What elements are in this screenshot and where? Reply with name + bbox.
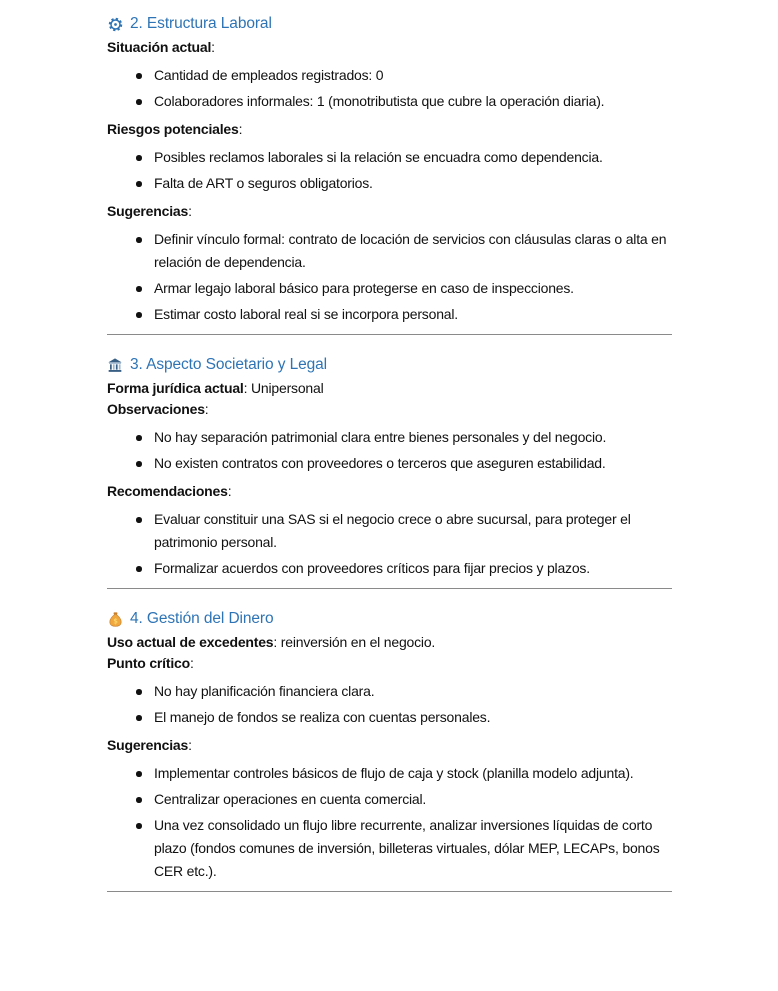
bullet-list — [107, 508, 678, 580]
svg-text:$: $ — [112, 617, 118, 626]
label-rest: : Unipersonal — [243, 380, 324, 396]
label-bold: Sugerencias — [107, 203, 189, 219]
bullet-item: No hay planificación financiera clara. — [154, 680, 678, 703]
label-bold: Situación actual — [107, 39, 212, 55]
section-title-text: 4. Gestión del Dinero — [130, 610, 274, 627]
label-rest: : — [227, 483, 232, 499]
bullet-item: No hay separación patrimonial clara entre bienes personales y del negocio. — [154, 426, 678, 449]
section-heading — [107, 14, 678, 34]
bullet-item: Una vez consolidado un flujo libre recurrente, analizar inversiones líquidas de corto plazo (fondos comunes de inversión, billeteras virtuales, dólar MEP, LECAPs, bonos CER etc.). — [154, 814, 678, 883]
bullet-list — [107, 64, 678, 113]
label-rest: : — [189, 655, 194, 671]
label-sugerencias — [107, 201, 678, 222]
label-rest: : — [188, 203, 192, 219]
section-aspecto-societario-legal — [107, 355, 678, 580]
label-bold: Observaciones — [107, 401, 205, 417]
bullet-item: Colaboradores informales: 1 (monotributista que cubre la operación diaria). — [154, 90, 678, 113]
bullet-item: Armar legajo laboral básico para protegerse en caso de inspecciones. — [154, 277, 678, 300]
label-rest: : — [188, 737, 192, 753]
label-rest: : — [204, 401, 209, 417]
gear-icon — [107, 16, 123, 32]
label-riesgos-potenciales — [107, 119, 678, 140]
label-bold: Riesgos potenciales — [107, 121, 239, 137]
bullet-item: El manejo de fondos se realiza con cuentas personales. — [154, 706, 678, 729]
bullet-item: Falta de ART o seguros obligatorios. — [154, 172, 678, 195]
label-bold: Punto crítico — [107, 655, 190, 671]
section-heading — [107, 355, 678, 375]
label-bold: Recomendaciones — [107, 483, 228, 499]
label-forma-juridica — [107, 378, 678, 399]
bullet-item: Posibles reclamos laborales si la relación se encuadra como dependencia. — [154, 146, 678, 169]
bullet-item: No existen contratos con proveedores o terceros que aseguren estabilidad. — [154, 452, 678, 475]
label-bold: Forma jurídica actual — [107, 380, 244, 396]
label-observaciones — [107, 399, 678, 420]
section-title-text: 2. Estructura Laboral — [130, 15, 272, 32]
label-recomendaciones — [107, 481, 678, 502]
bullet-item: Centralizar operaciones en cuenta comercial. — [154, 788, 678, 811]
label-situacion-actual — [107, 37, 678, 58]
bullet-item: Formalizar acuerdos con proveedores críticos para fijar precios y plazos. — [154, 557, 678, 580]
bullet-item: Evaluar constituir una SAS si el negocio crece o abre sucursal, para proteger el patrimonio personal. — [154, 508, 678, 554]
section-divider — [107, 588, 672, 589]
bullet-item: Cantidad de empleados registrados: 0 — [154, 64, 678, 87]
classical-building-icon — [107, 357, 123, 373]
section-gestion-del-dinero — [107, 609, 678, 883]
section-title-text: 3. Aspecto Societario y Legal — [130, 356, 328, 373]
money-bag-icon — [107, 611, 123, 627]
bullet-list — [107, 426, 678, 475]
section-estructura-laboral — [107, 14, 678, 326]
label-bold: Sugerencias — [107, 737, 189, 753]
bullet-item: Estimar costo laboral real si se incorpora personal. — [154, 303, 678, 326]
label-rest: : — [211, 39, 215, 55]
label-punto-critico — [107, 653, 678, 674]
section-divider — [107, 891, 672, 892]
bullet-list — [107, 762, 678, 883]
label-bold: Uso actual de excedentes — [107, 634, 274, 650]
bullet-list — [107, 680, 678, 729]
bullet-item: Implementar controles básicos de flujo de caja y stock (planilla modelo adjunta). — [154, 762, 678, 785]
label-uso-excedentes — [107, 632, 678, 653]
label-rest: : — [238, 121, 243, 137]
section-heading — [107, 609, 678, 629]
label-sugerencias — [107, 735, 678, 756]
bullet-list — [107, 228, 678, 326]
bullet-item: Definir vínculo formal: contrato de locación de servicios con cláusulas claras o alta en relación de dependencia. — [154, 228, 678, 274]
label-rest: : reinversión en el negocio. — [273, 634, 436, 650]
section-divider — [107, 334, 672, 335]
bullet-list — [107, 146, 678, 195]
